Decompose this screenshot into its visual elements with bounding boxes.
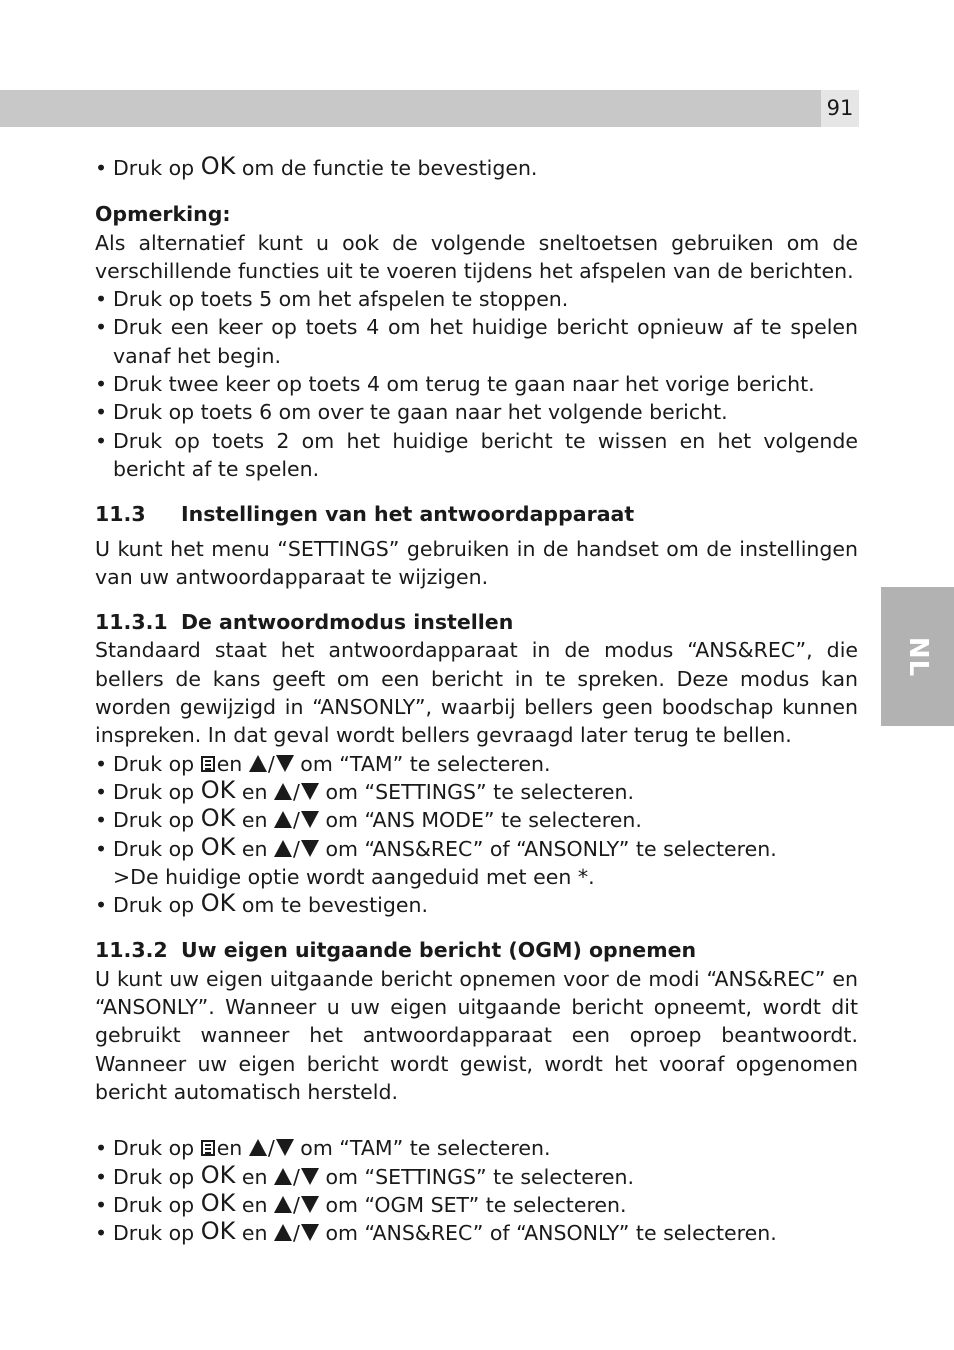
down-arrow-icon [301, 783, 319, 800]
section-text: U kunt uw eigen uitgaande bericht opnemen voor de modi “ANS&REC” en “ANSONLY”. Wanneer u uw eigen uitgaande bericht opneemt, wordt dit gebruikt wanneer het antwoordapparaat een oproep beantwoordt. Wanneer uw eigen bericht wordt gewist, wordt het vooraf opgenomen bericht automatisch hersteld. [95, 966, 858, 1104]
bullet-dot: • [95, 779, 108, 804]
step-post: om “TAM” te selecteren. [300, 751, 551, 776]
step-bullet: • Druk op OK en / om “ANS&REC” of “ANSONLY” te selecteren. [95, 1219, 858, 1247]
section-title: Uw eigen uitgaande bericht (OGM) opnemen [181, 938, 697, 963]
step-post: om te bevestigen. [241, 893, 428, 918]
bullet-dot: • [95, 893, 108, 918]
language-tab [881, 587, 954, 726]
bullet-dot: • [95, 315, 108, 340]
section-text: U kunt het menu “SETTINGS” gebruiken in de handset om de instellingen van uw antwoordapparaat te wijzigen. [95, 536, 858, 589]
step-mid: en [241, 808, 268, 833]
bullet-dot: • [95, 428, 108, 453]
page-number: 91 [821, 90, 859, 127]
language-tab-label: NL [902, 636, 933, 677]
step-bullet [95, 891, 858, 919]
section-title: De antwoordmodus instellen [181, 610, 514, 635]
bullet-dot: • [95, 836, 108, 861]
step-mid: en [216, 1136, 243, 1161]
step-bullet: • Druk op OK en / om “OGM SET” te selecteren. [95, 1191, 858, 1219]
menu-key-icon [201, 1140, 215, 1156]
note-bullet [95, 398, 858, 426]
step-post: om “ANS MODE” te selecteren. [325, 808, 642, 833]
note-bullet [95, 285, 858, 313]
section-heading [95, 608, 858, 636]
bullet-dot: • [95, 808, 108, 833]
up-arrow-icon [274, 1168, 292, 1185]
up-arrow-icon [274, 783, 292, 800]
section-number: 11.3.2 [95, 938, 168, 963]
step-mid: en [241, 1164, 268, 1189]
step-bullet: • Druk op OK en / om “SETTINGS” te selecteren. [95, 1163, 858, 1191]
bullet-dot: • [95, 1192, 108, 1217]
intro-bullet [95, 154, 858, 182]
step-pre: Druk op [113, 779, 195, 804]
ok-key-icon: OK [200, 889, 236, 918]
down-arrow-icon [276, 755, 294, 772]
note-bullet-text: Druk op toets 2 om het huidige bericht te wissen en het volgende bericht af te spelen. [113, 428, 858, 481]
ok-key-icon: OK [200, 152, 236, 180]
note-text: Als alternatief kunt u ook de volgende sneltoetsen gebruiken om de verschillende functies uit te voeren tijdens het afspelen van de berichten. [95, 230, 858, 283]
step-pre: Druk op [113, 836, 195, 861]
section-title: Instellingen van het antwoordapparaat [181, 502, 635, 527]
step-bullet: • Druk op OK en / om “SETTINGS” te selecteren. [95, 778, 858, 806]
step-pre: Druk op [113, 808, 195, 833]
down-arrow-icon [301, 811, 319, 828]
result-note: >De huidige optie wordt aangeduid met een *. [113, 864, 595, 889]
down-arrow-icon [301, 1168, 319, 1185]
header-bar [0, 90, 821, 127]
section-number: 11.3 [95, 502, 146, 527]
up-arrow-icon [274, 1224, 292, 1241]
bullet-dot: • [95, 1136, 108, 1161]
note-bullet-text: Druk op toets 6 om over te gaan naar het volgende bericht. [113, 400, 728, 425]
ok-key-icon: OK [200, 1217, 236, 1246]
bullet-dot: • [95, 156, 108, 180]
down-arrow-icon [301, 1196, 319, 1213]
step-mid: en [241, 779, 268, 804]
page-content [95, 154, 858, 1247]
note-bullet [95, 427, 858, 484]
down-arrow-icon [301, 1224, 319, 1241]
step-post: om “ANS&REC” of “ANSONLY” te selecteren. [325, 1221, 777, 1246]
up-arrow-icon [249, 1139, 267, 1156]
ok-key-icon: OK [200, 832, 236, 861]
step-post: om “SETTINGS” te selecteren. [325, 779, 634, 804]
ok-key-icon: OK [200, 775, 236, 804]
step-pre: Druk op [113, 1221, 195, 1246]
bullet-dot: • [95, 400, 108, 425]
up-arrow-icon [274, 840, 292, 857]
bullet-dot: • [95, 1164, 108, 1189]
step-post: om “ANS&REC” of “ANSONLY” te selecteren. [325, 836, 777, 861]
step-pre: Druk op [113, 893, 195, 918]
step-mid: en [241, 1221, 268, 1246]
step-pre: Druk op [113, 1192, 195, 1217]
ok-key-icon: OK [200, 804, 236, 833]
step-pre: Druk op [113, 1136, 195, 1161]
ok-key-icon: OK [200, 1188, 236, 1217]
step-mid: en [241, 836, 268, 861]
note-heading: Opmerking: [95, 202, 231, 227]
down-arrow-icon [276, 1139, 294, 1156]
step-mid: en [241, 1192, 268, 1217]
step-bullet: • Druk op en / om “TAM” te selecteren. [95, 750, 858, 778]
note-bullet [95, 313, 858, 370]
step-bullet: • Druk op OK en / om “ANS&REC” of “ANSONLY” te selecteren. [95, 835, 858, 863]
bullet-dot: • [95, 751, 108, 776]
section-heading [95, 500, 858, 528]
section-text: Standaard staat het antwoordapparaat in de modus “ANS&REC”, die bellers de kans geeft om een bericht in te spreken. Deze modus kan worden gewijzigd in “ANSONLY”, waarbij bellers geen boodschap kunnen inspreken. In dat geval wordt bellers gevraagd later terug te bellen. [95, 638, 858, 748]
up-arrow-icon [274, 811, 292, 828]
menu-key-icon [201, 756, 215, 772]
step-post: om “OGM SET” te selecteren. [325, 1192, 627, 1217]
step-bullet: • Druk op en / om “TAM” te selecteren. [95, 1134, 858, 1162]
step-post: om de functie te bevestigen. [241, 156, 538, 180]
up-arrow-icon [274, 1196, 292, 1213]
note-bullet-text: Druk twee keer op toets 4 om terug te gaan naar het vorige bericht. [113, 372, 815, 397]
bullet-dot: • [95, 287, 108, 312]
note-bullet [95, 370, 858, 398]
step-post: om “TAM” te selecteren. [300, 1136, 551, 1161]
note-bullet-text: Druk op toets 5 om het afspelen te stoppen. [113, 287, 569, 312]
step-pre: Druk op [113, 1164, 195, 1189]
bullet-dot: • [95, 1221, 108, 1246]
step-pre: Druk op [113, 156, 195, 180]
down-arrow-icon [301, 840, 319, 857]
up-arrow-icon [249, 755, 267, 772]
step-mid: en [216, 751, 243, 776]
ok-key-icon: OK [200, 1160, 236, 1189]
step-pre: Druk op [113, 751, 195, 776]
bullet-dot: • [95, 372, 108, 397]
step-post: om “SETTINGS” te selecteren. [325, 1164, 634, 1189]
section-number: 11.3.1 [95, 610, 168, 635]
section-heading [95, 936, 858, 964]
note-bullet-text: Druk een keer op toets 4 om het huidige bericht opnieuw af te spelen vanaf het begin. [113, 315, 858, 368]
step-bullet: • Druk op OK en / om “ANS MODE” te selecteren. [95, 806, 858, 834]
